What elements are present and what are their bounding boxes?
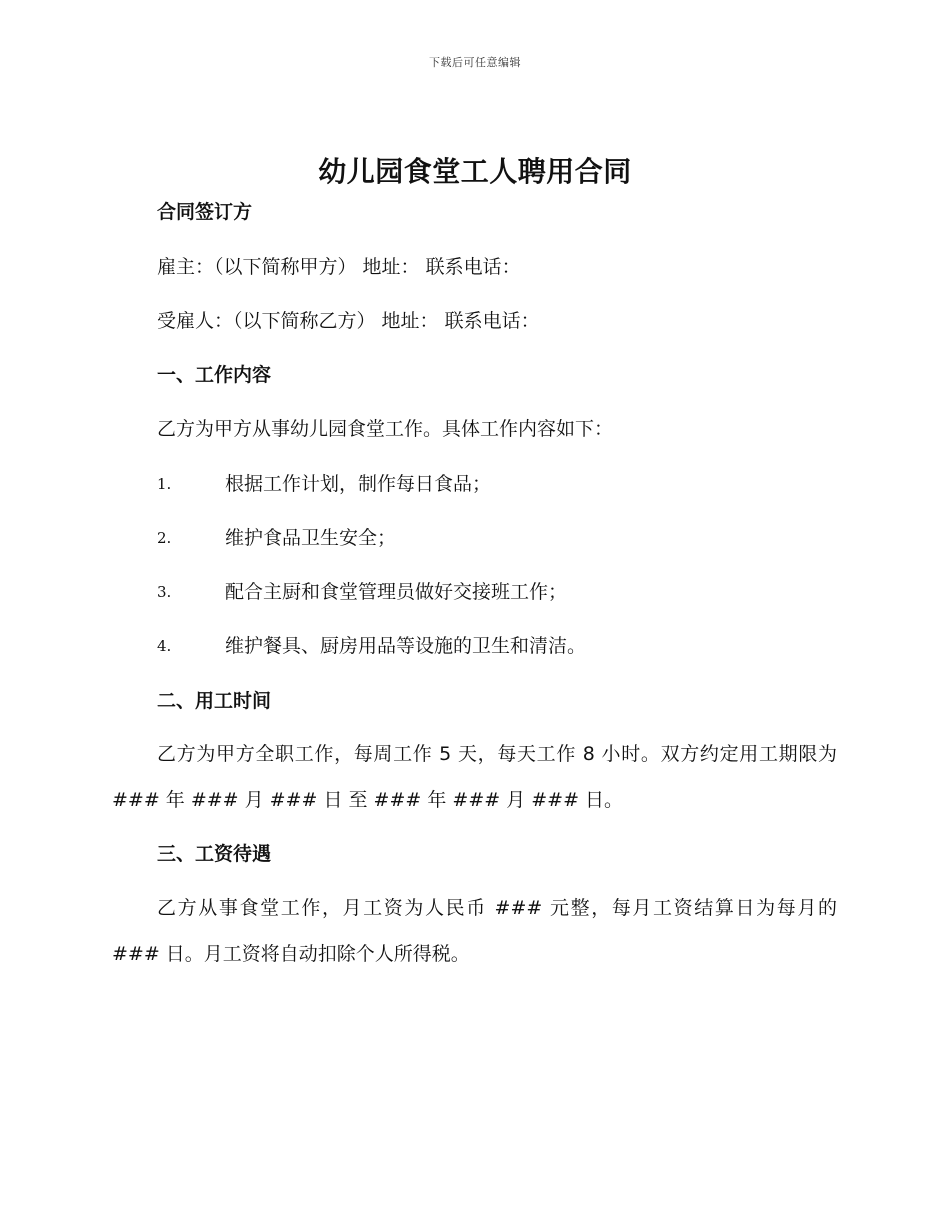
header-note: 下载后可任意编辑 — [429, 56, 521, 69]
employee-line: 受雇人：（以下简称乙方） 地址： 联系电话： — [157, 310, 540, 332]
list-item-text: 维护餐具、厨房用品等设施的卫生和清洁。 — [225, 635, 587, 657]
section1-heading: 一、工作内容 — [157, 364, 272, 386]
section2-body: 乙方为甲方全职工作，每周工作 5 天，每天工作 8 小时。双方约定用工期限为 ### 年 ### 月 ### 日 至 ### 年 ### 月 ### 日。 — [112, 743, 837, 811]
section3-heading: 三、工资待遇 — [157, 843, 272, 865]
section3-body: 乙方从事食堂工作，月工资为人民币 ### 元整，每月工资结算日为每月的 ### 日。月工资将自动扣除个人所得税。 — [112, 897, 837, 965]
list-item-number: 2. — [157, 529, 172, 547]
list-item-number: 4. — [157, 637, 172, 655]
list-item-text: 配合主厨和食堂管理员做好交接班工作； — [225, 581, 568, 603]
document-title: 幼儿园食堂工人聘用合同 — [318, 155, 632, 188]
list-item-text: 维护食品卫生安全； — [225, 527, 397, 549]
list-item-number: 1. — [157, 475, 172, 493]
section2-heading: 二、用工时间 — [157, 690, 272, 712]
list-item-text: 根据工作计划，制作每日食品； — [225, 473, 492, 495]
list-item-number: 3. — [157, 583, 172, 601]
section1-intro: 乙方为甲方从事幼儿园食堂工作。具体工作内容如下： — [157, 418, 614, 440]
parties-heading: 合同签订方 — [157, 201, 253, 223]
employer-line: 雇主：（以下简称甲方） 地址： 联系电话： — [157, 256, 521, 278]
